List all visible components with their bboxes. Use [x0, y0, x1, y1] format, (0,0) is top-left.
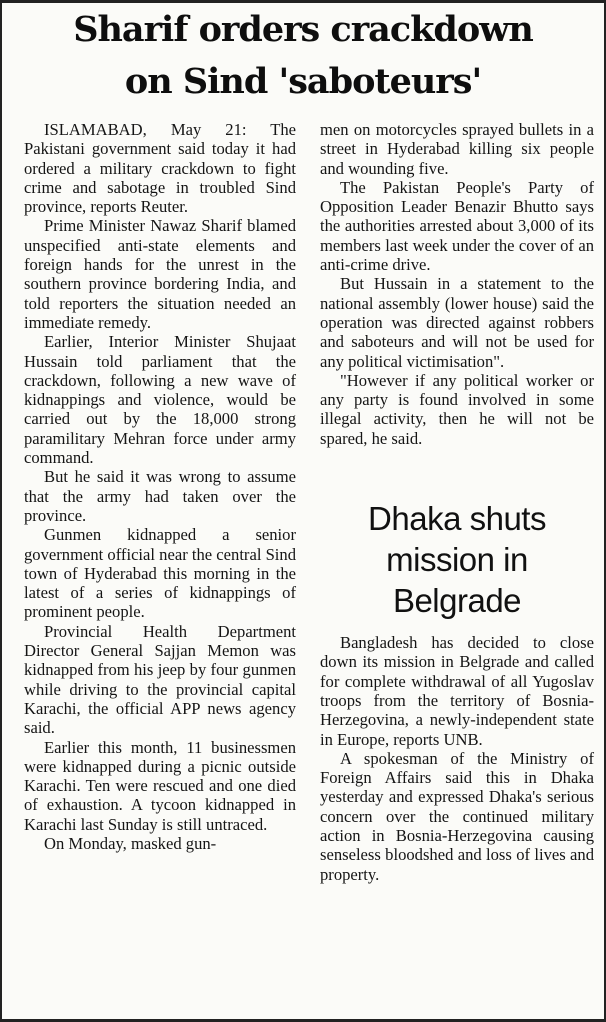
article-paragraph: ISLAMABAD, May 21: The Pakistani government said today it had ordered a military crackdown to fight crime and sabotage in troubled Sind province, reports Reuter.: [24, 120, 296, 217]
article-paragraph: But he said it was wrong to assume that the army had taken over the province.: [24, 467, 296, 525]
main-headline-line-1: Sharif orders crackdown: [73, 9, 533, 50]
article-paragraph: But Hussain in a statement to the national assembly (lower house) said the operation was directed against robbers and saboteurs and will not be used for any political victimisation".: [320, 274, 594, 371]
secondary-headline-line-2: mission in: [386, 541, 528, 579]
secondary-headline-line-1: Dhaka shuts: [368, 500, 546, 538]
article-paragraph: Gunmen kidnapped a senior government official near the central Sind town of Hyderabad this morning in the latest of a series of kidnappings of prominent people.: [24, 525, 297, 622]
article-paragraph: Prime Minister Nawaz Sharif blamed unspecified anti-state elements and foreign hands for the unrest in the southern province bordering India, and told reporters the situation needed an immediate remedy.: [24, 216, 296, 332]
article-paragraph: The Pakistan People's Party of Opposition Leader Benazir Bhutto says the authorities arrested about 3,000 of its members last week under the cover of an anti-crime drive.: [320, 177, 594, 275]
article-paragraph: Earlier, Interior Minister Shujaat Hussain told parliament that the crackdown, following a new wave of kidnappings and violence, would be carried out by the 18,000 strong paramilitary Mehran force under army command.: [24, 332, 296, 468]
article-paragraph: Provincial Health Department Director General Sajjan Memon was kidnapped from his jeep by four gunmen while driving to the provincial capital Karachi, the official APP news agency said.: [24, 621, 296, 738]
article-paragraph-continued: men on motorcycles sprayed bullets in a street in Hyderabad killing six people and wounding five.: [320, 120, 594, 178]
secondary-headline-line-3: Belgrade: [392, 582, 522, 620]
article-column-right: [320, 120, 594, 884]
main-headline-line-2: on Sind 'saboteurs': [124, 61, 482, 102]
article-paragraph: A spokesman of the Ministry of Foreign Affairs said this in Dhaka yesterday and expressed Dhaka's serious concern over the continued military action in Bosnia-Herzegovina causing senseless bloodshed and loss of lives and property.: [320, 748, 594, 884]
article-paragraph: "However if any political worker or any party is found involved in some illegal activity, then he will not be spared, he said.: [320, 370, 594, 448]
main-headline: [8, 4, 598, 108]
secondary-headline: [320, 498, 594, 621]
article-paragraph: Bangladesh has decided to close down its mission in Belgrade and called for complete withdrawal of all Yugoslav troops from the territory of Bosnia-Herzegovina, a newly-independent state in Europe, reports UNB.: [320, 633, 594, 749]
article-column-left: [24, 120, 296, 853]
top-border-rule: [2, 0, 604, 3]
article-paragraph: On Monday, masked gun-: [44, 833, 217, 853]
article-paragraph: Earlier this month, 11 businessmen were kidnapped during a picnic outside Karachi. Ten were rescued and one died of exhaustion. A tycoon kidnapped in Karachi last Sunday is still untraced.: [24, 737, 296, 834]
